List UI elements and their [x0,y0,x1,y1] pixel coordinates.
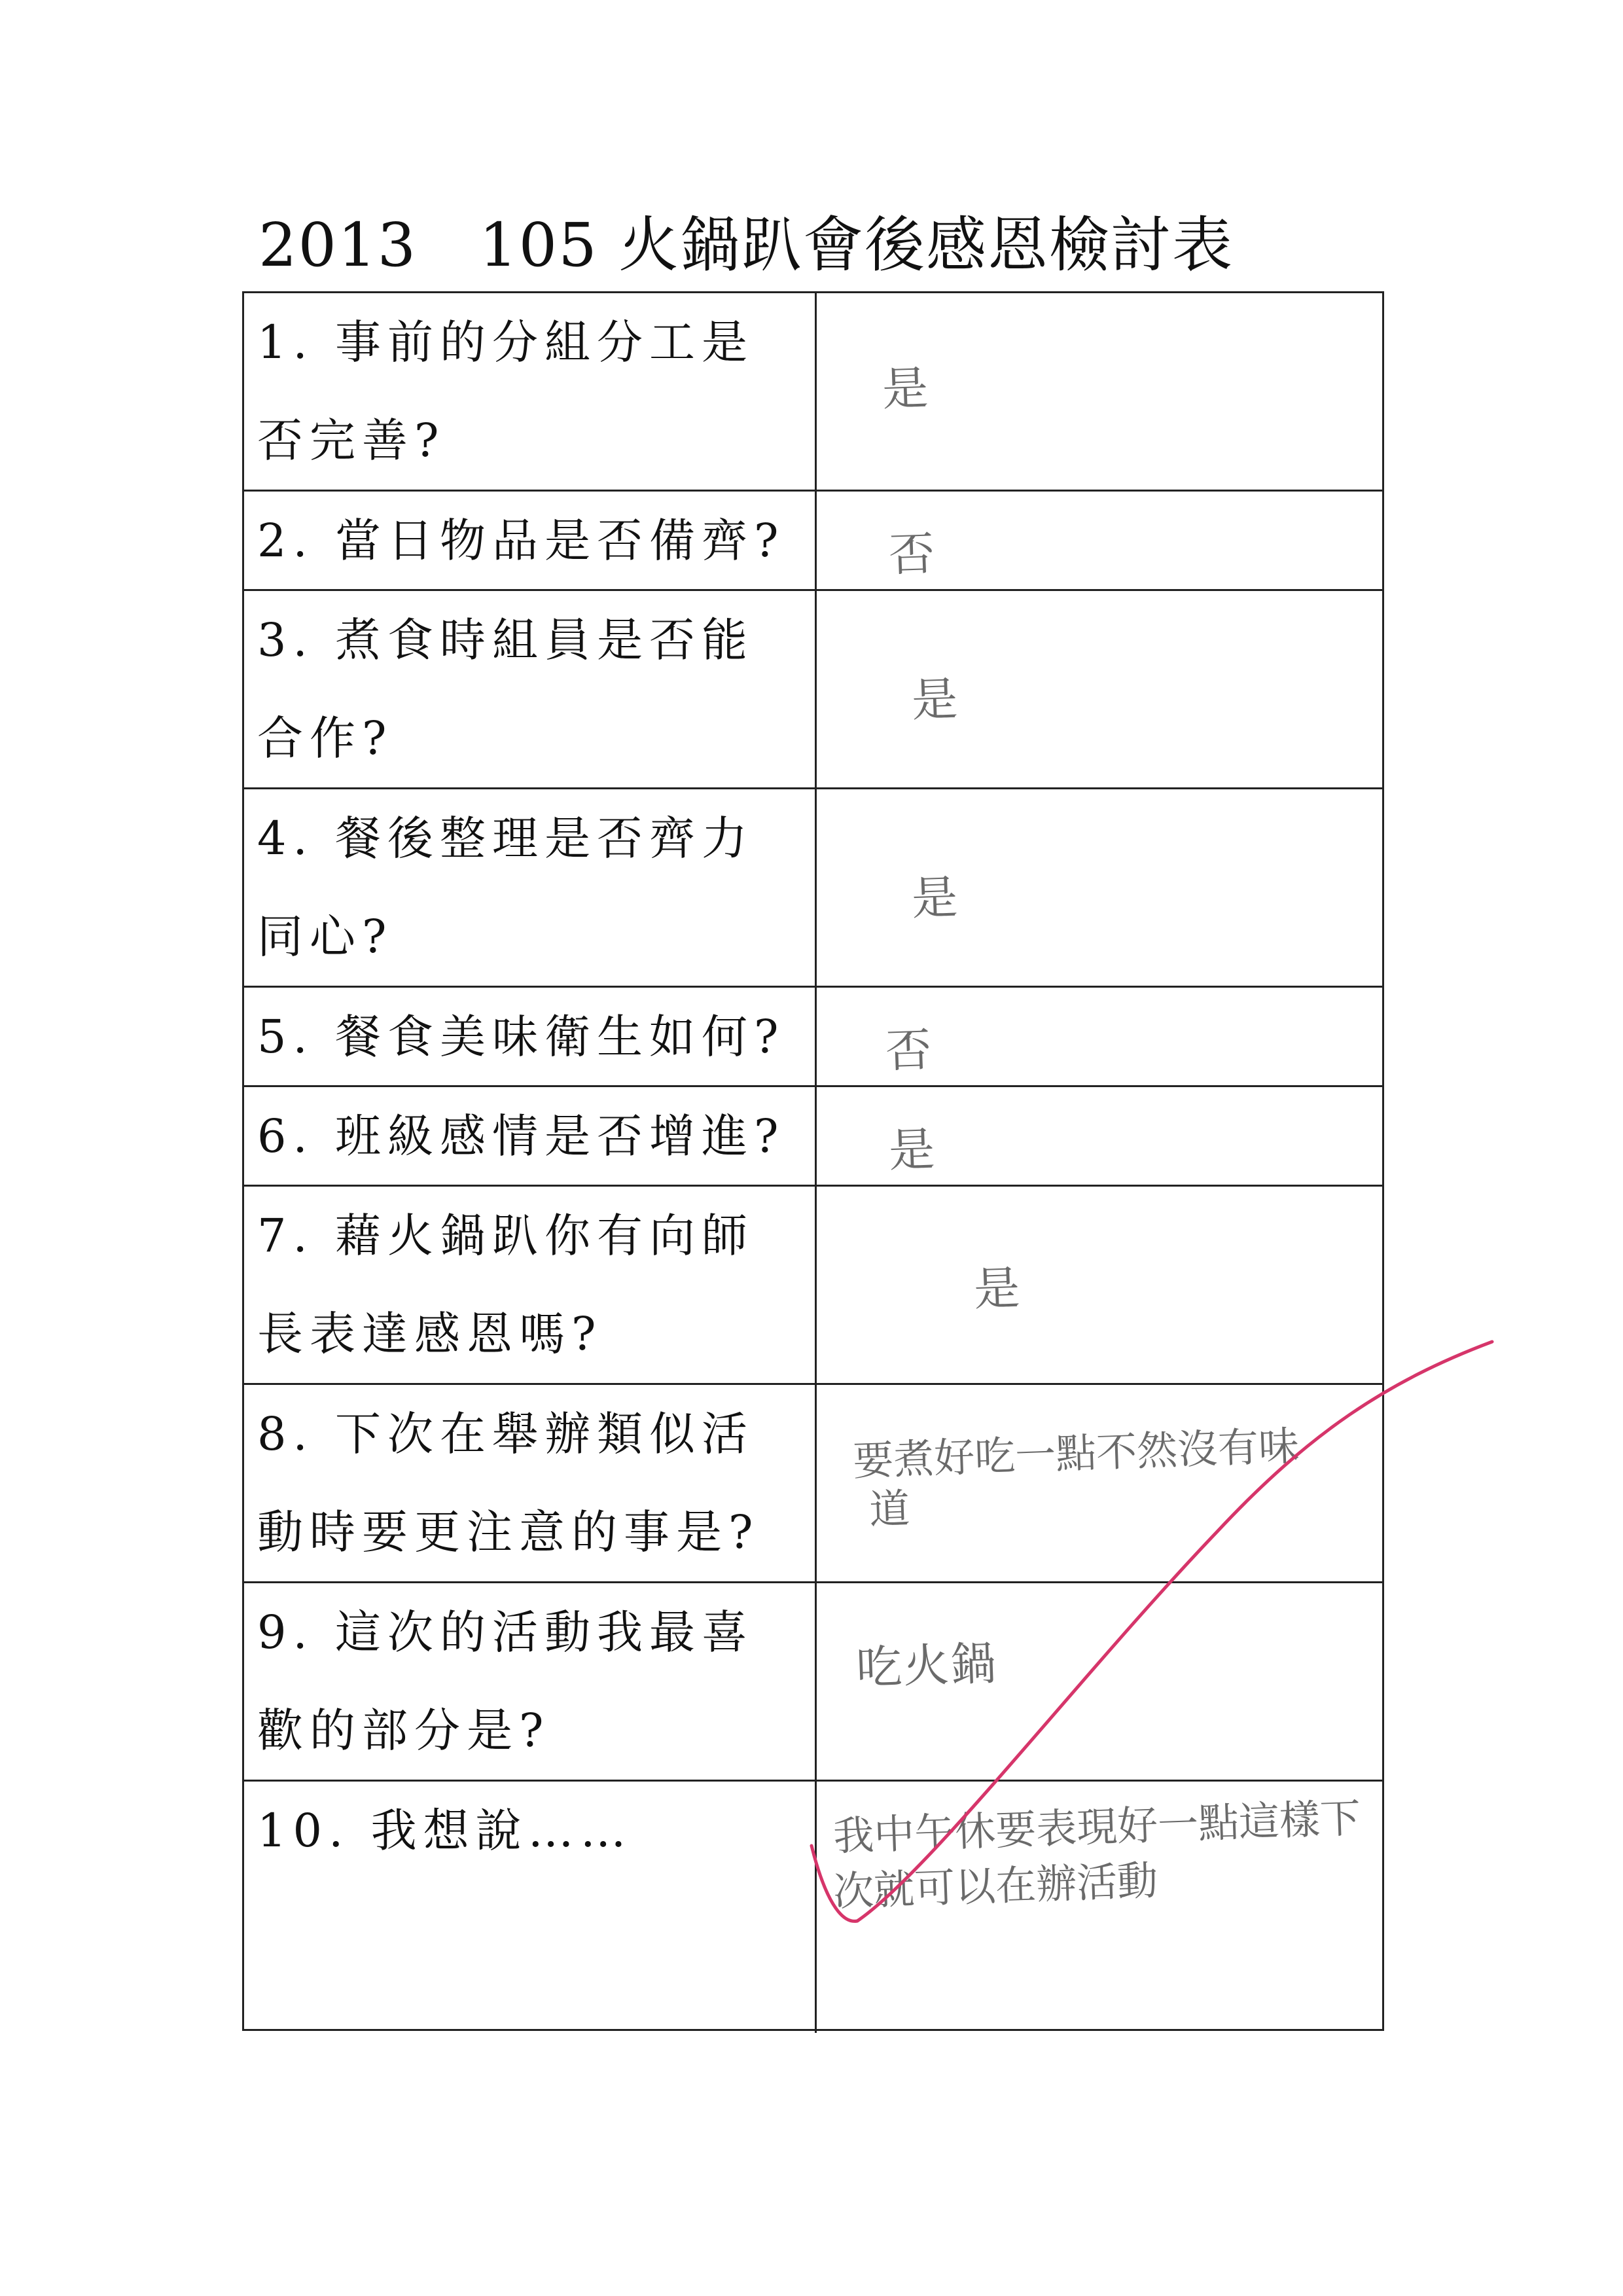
answer-cell [817,1583,1382,1780]
table-row [244,492,1382,591]
table-row [244,988,1382,1087]
answer-cell [817,492,1382,589]
question-cell: 2. 當日物品是否備齊? [244,492,817,589]
handwritten-answer-line: 道 [868,1484,911,1534]
handwritten-answer-line: 次就可以在辦活動 [832,1856,1159,1916]
handwritten-answer: 是 [887,1122,937,1178]
handwritten-answer-line: 我中午休要表現好一點這樣下 [832,1793,1362,1861]
answer-cell [817,591,1382,787]
question-cell: 8. 下次在舉辦類似活動時要更注意的事是? [244,1385,817,1581]
question-cell: 5. 餐食美味衛生如何? [244,988,817,1085]
answer-cell [817,1187,1382,1383]
table-row [244,591,1382,789]
title-text: 105 火鍋趴會後感恩檢討表 [479,210,1234,280]
table-row [244,1385,1382,1583]
question-cell: 9. 這次的活動我最喜歡的部分是? [244,1583,817,1780]
handwritten-answer: 是 [910,870,960,926]
review-table [242,291,1384,2031]
answer-cell [817,988,1382,1085]
question-cell: 3. 煮食時組員是否能合作? [244,591,817,787]
handwritten-answer: 否 [884,1022,934,1079]
table-row [244,1187,1382,1385]
table-row [244,293,1382,492]
table-row [244,1782,1382,2033]
answer-cell [817,789,1382,986]
table-row [244,1583,1382,1782]
table-row [244,789,1382,988]
form-title [259,209,1371,281]
handwritten-answer: 是 [910,672,960,728]
question-cell: 10. 我想說…… [244,1782,817,2033]
handwritten-answer-line: 要煮好吃一點不然沒有味 [852,1422,1300,1485]
handwritten-answer: 否 [887,526,937,583]
answer-cell [817,1087,1382,1185]
handwritten-answer: 是 [881,361,931,417]
question-cell: 4. 餐後整理是否齊力同心? [244,789,817,986]
answer-cell [817,1782,1382,2033]
question-cell: 7. 藉火鍋趴你有向師長表達感恩嗎? [244,1187,817,1383]
question-cell: 1. 事前的分組分工是否完善? [244,293,817,490]
handwritten-answer: 吃火鍋 [855,1636,999,1695]
question-cell: 6. 班級感情是否增進? [244,1087,817,1185]
answer-cell [817,293,1382,490]
handwritten-answer: 是 [972,1261,1022,1317]
answer-cell [817,1385,1382,1581]
table-row [244,1087,1382,1187]
title-year: 2013 [259,210,418,280]
